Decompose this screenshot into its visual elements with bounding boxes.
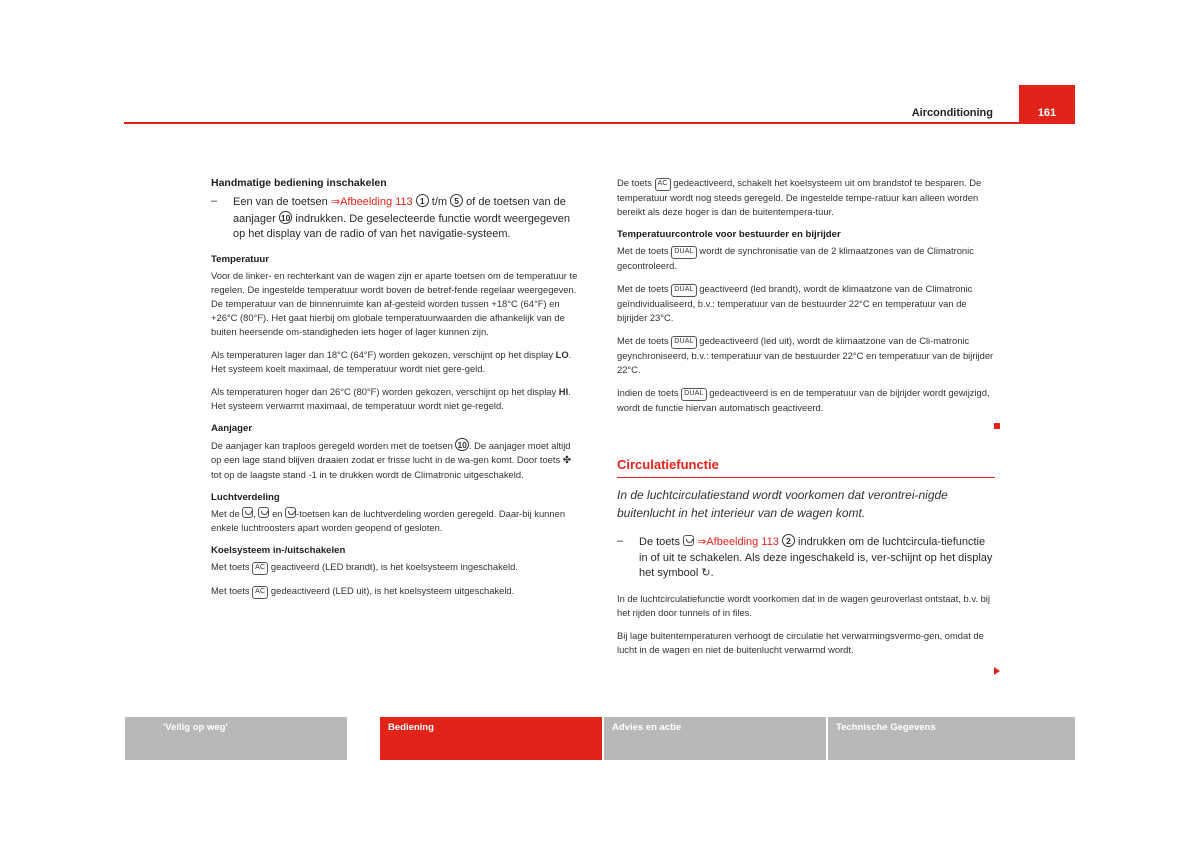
bullet-text: t/m xyxy=(428,196,451,208)
air-windscreen-icon xyxy=(242,507,253,518)
callout-number: 5 xyxy=(450,194,463,207)
text-span: geactiveerd (LED brandt), is het koelsysteem ingeschakeld. xyxy=(268,560,518,572)
text-span: gedeactiveerd (led uit), wordt de klimaatzone van de Cli-matronic geynchroniseerd, b.v.: temperatuur van de bestuurder 22°C en temperatuur van de bijrijder 22°C. xyxy=(617,335,994,375)
text-span: . Het systeem koelt maximaal, de temperatuur wordt niet gere-geld. xyxy=(211,348,572,374)
dual-key-icon: DUAL xyxy=(671,246,696,259)
bullet-text: . xyxy=(710,567,714,580)
tab-bediening[interactable]: Bediening xyxy=(380,717,602,760)
callout-number: 10 xyxy=(457,439,467,450)
continue-arrow-icon xyxy=(994,667,1000,675)
text-span: . De aanjager moet altijd op een lage stand blijven draaien zodat er frisse lucht in de wa-gen komt. Door toets xyxy=(211,439,571,465)
text-span: . Het systeem verwarmt maximaal, de temperatuur wordt niet ge-regeld. xyxy=(211,385,571,411)
text-span: Met toets xyxy=(211,584,253,596)
temperature-hi-paragraph xyxy=(211,385,583,413)
callout-number: 2 xyxy=(782,534,795,547)
fan-heading: Aanjager xyxy=(211,422,253,434)
text-span: en xyxy=(269,507,286,519)
dual-paragraph-2 xyxy=(617,282,995,325)
dual-key-icon: DUAL xyxy=(671,284,696,297)
dual-key-icon: DUAL xyxy=(681,388,706,401)
bullet-text: De toets xyxy=(639,536,684,548)
text-span: , xyxy=(253,507,259,519)
bullet-dash: – xyxy=(211,195,218,207)
fan-paragraph xyxy=(211,438,583,482)
temperature-heading: Temperatuur xyxy=(211,253,269,265)
tab-advies-en-actie[interactable]: Advies en actie xyxy=(604,717,826,760)
air-distribution-paragraph xyxy=(211,507,583,535)
bullet-text: indrukken om de luchtcircula-tiefunctie in of uit te schakelen. Als deze ingeschakeld is, ver-schijnt op het display het symbool xyxy=(639,536,993,580)
recirculation-symbol-icon: ↻ xyxy=(701,567,711,580)
cooling-heading: Koelsysteem in-/uitschakelen xyxy=(211,544,346,556)
temperature-paragraph: Voor de linker- en rechterkant van de wagen zijn er aparte toetsen om de temperatuur te regelen. De ingestelde temperatuur wordt boven de betref-fende regelaar weergegeven. De temperatuur van de binnenruimte kan af-gesteld worden tussen +18°C (64°F) en +26°C (80°F). Het gaat hierbij om globale temperatuurwaarden die afhankelijk van de buiten heersende om-standigheden iets hoger of lager kunnen zijn. xyxy=(211,269,578,337)
text-span: De aanjager kan traploos geregeld worden met de toetsen xyxy=(211,439,456,451)
text-span: De toets xyxy=(617,177,655,188)
text-span: gedeactiveerd (LED uit), is het koelsysteem uitgeschakeld. xyxy=(268,584,515,596)
ac-key-icon: AC xyxy=(655,178,671,191)
tab-technische-gegevens[interactable]: Technische Gegevens xyxy=(828,717,1075,760)
ac-key-icon: AC xyxy=(252,586,268,599)
temperature-lo-paragraph xyxy=(211,348,583,376)
text-span: Als temperaturen hoger dan 26°C (80°F) worden gekozen, verschijnt op het display xyxy=(211,385,559,397)
text-span: geactiveerd (led brandt), wordt de klimaatzone van de Climatronic geïndividualiseerd, b.v.: temperatuur van de bestuurder 22°C en temperatuur van de bijrijder 23°C. xyxy=(617,283,973,323)
section-end-marker-icon xyxy=(994,423,1000,429)
figure-link[interactable]: ⇒Afbeelding 113 xyxy=(330,196,413,208)
air-distribution-heading: Luchtverdeling xyxy=(211,491,280,503)
dual-paragraph-3 xyxy=(617,334,995,377)
text-span: Met de toets xyxy=(617,283,672,294)
page-number: 161 xyxy=(1037,107,1057,119)
text-span: Indien de toets xyxy=(617,387,682,398)
air-upper-body-icon xyxy=(258,507,269,518)
cooling-on-paragraph xyxy=(211,560,583,575)
text-span: Met toets xyxy=(211,560,253,572)
text-span: -toetsen kan de luchtverdeling worden geregeld. Daar-bij kunnen enkele luchtroosters apart worden geopend of gesloten. xyxy=(211,507,566,533)
cooling-off-paragraph xyxy=(211,584,583,599)
text-span: gedeactiveerd is en de temperatuur van de bijrijder wordt gewijzigd, wordt de functie hiervan automatisch geactiveerd. xyxy=(617,387,990,413)
display-lo: LO xyxy=(555,348,569,360)
figure-link[interactable]: ⇒Afbeelding 113 xyxy=(697,536,779,548)
text-span: Met de xyxy=(211,507,243,519)
circulation-underline xyxy=(617,477,995,478)
recirculation-key-icon xyxy=(683,535,694,546)
bullet-manual-operation xyxy=(211,194,583,243)
text-span: wordt de synchronisatie van de 2 klimaatzones van de Climatronic gecontroleerd. xyxy=(617,245,974,271)
dual-key-icon: DUAL xyxy=(671,336,696,349)
circulation-paragraph-2: Bij lage buitentemperaturen verhoogt de circulatie het verwarmingsvermo-gen, omdat de lucht in de wagen en niet de buitenlucht verwarmd wordt. xyxy=(617,629,984,655)
ac-key-icon: AC xyxy=(252,562,268,575)
bullet-text: Een van de toetsen xyxy=(233,196,331,208)
section-title: Airconditioning xyxy=(911,107,993,119)
text-span: Als temperaturen lager dan 18°C (64°F) worden gekozen, verschijnt op het display xyxy=(211,348,556,360)
text-span: Met de toets xyxy=(617,245,672,256)
callout-number: 10 xyxy=(280,212,291,223)
circulation-paragraph-1: In de luchtcirculatiefunctie wordt voorkomen dat in de wagen geuroverlast ontstaat, b.v. bij het rijden door tunnels of in files. xyxy=(617,592,990,618)
left-column xyxy=(211,176,583,608)
dual-heading: Temperatuurcontrole voor bestuurder en bijrijder xyxy=(617,229,841,240)
ac-off-paragraph xyxy=(617,176,995,219)
circulation-intro: In de luchtcirculatiestand wordt voorkomen dat verontrei-nigde buitenlucht in het interieur van de wagen komt. xyxy=(617,488,948,520)
tab-veilig-op-weg[interactable]: 'Veilig op weg' xyxy=(125,717,347,760)
fan-icon: ✤ xyxy=(562,454,572,466)
manual-operation-heading: Handmatige bediening inschakelen xyxy=(211,177,387,189)
bullet-text: of de toetsen van de aanjager xyxy=(233,196,566,225)
header-rule xyxy=(124,122,1019,124)
callout-number: 1 xyxy=(416,194,429,207)
display-hi: HI xyxy=(558,385,569,397)
bullet-dash: – xyxy=(617,535,624,547)
dual-paragraph-4 xyxy=(617,386,995,415)
text-span: Met de toets xyxy=(617,335,672,346)
dual-paragraph-1 xyxy=(617,244,995,273)
right-column xyxy=(617,176,995,666)
bullet-text: indrukken. De geselecteerde functie wordt weergegeven op het display van de radio of van het navigatie-systeem. xyxy=(233,212,570,241)
text-span: tot op de laagste stand -1 in te drukken wordt de Climatronic uitgeschakeld. xyxy=(211,468,524,480)
air-footwell-icon xyxy=(285,507,296,518)
circulation-heading: Circulatiefunctie xyxy=(617,457,719,472)
text-span: gedeactiveerd, schakelt het koelsysteem uit om brandstof te besparen. De temperatuur wordt nog steeds geregeld. De ingestelde tempe-ratuur kan alleen worden bereikt als deze hoger is dan de buitentempera-tuur. xyxy=(617,177,982,217)
bullet-circulation xyxy=(617,534,995,582)
